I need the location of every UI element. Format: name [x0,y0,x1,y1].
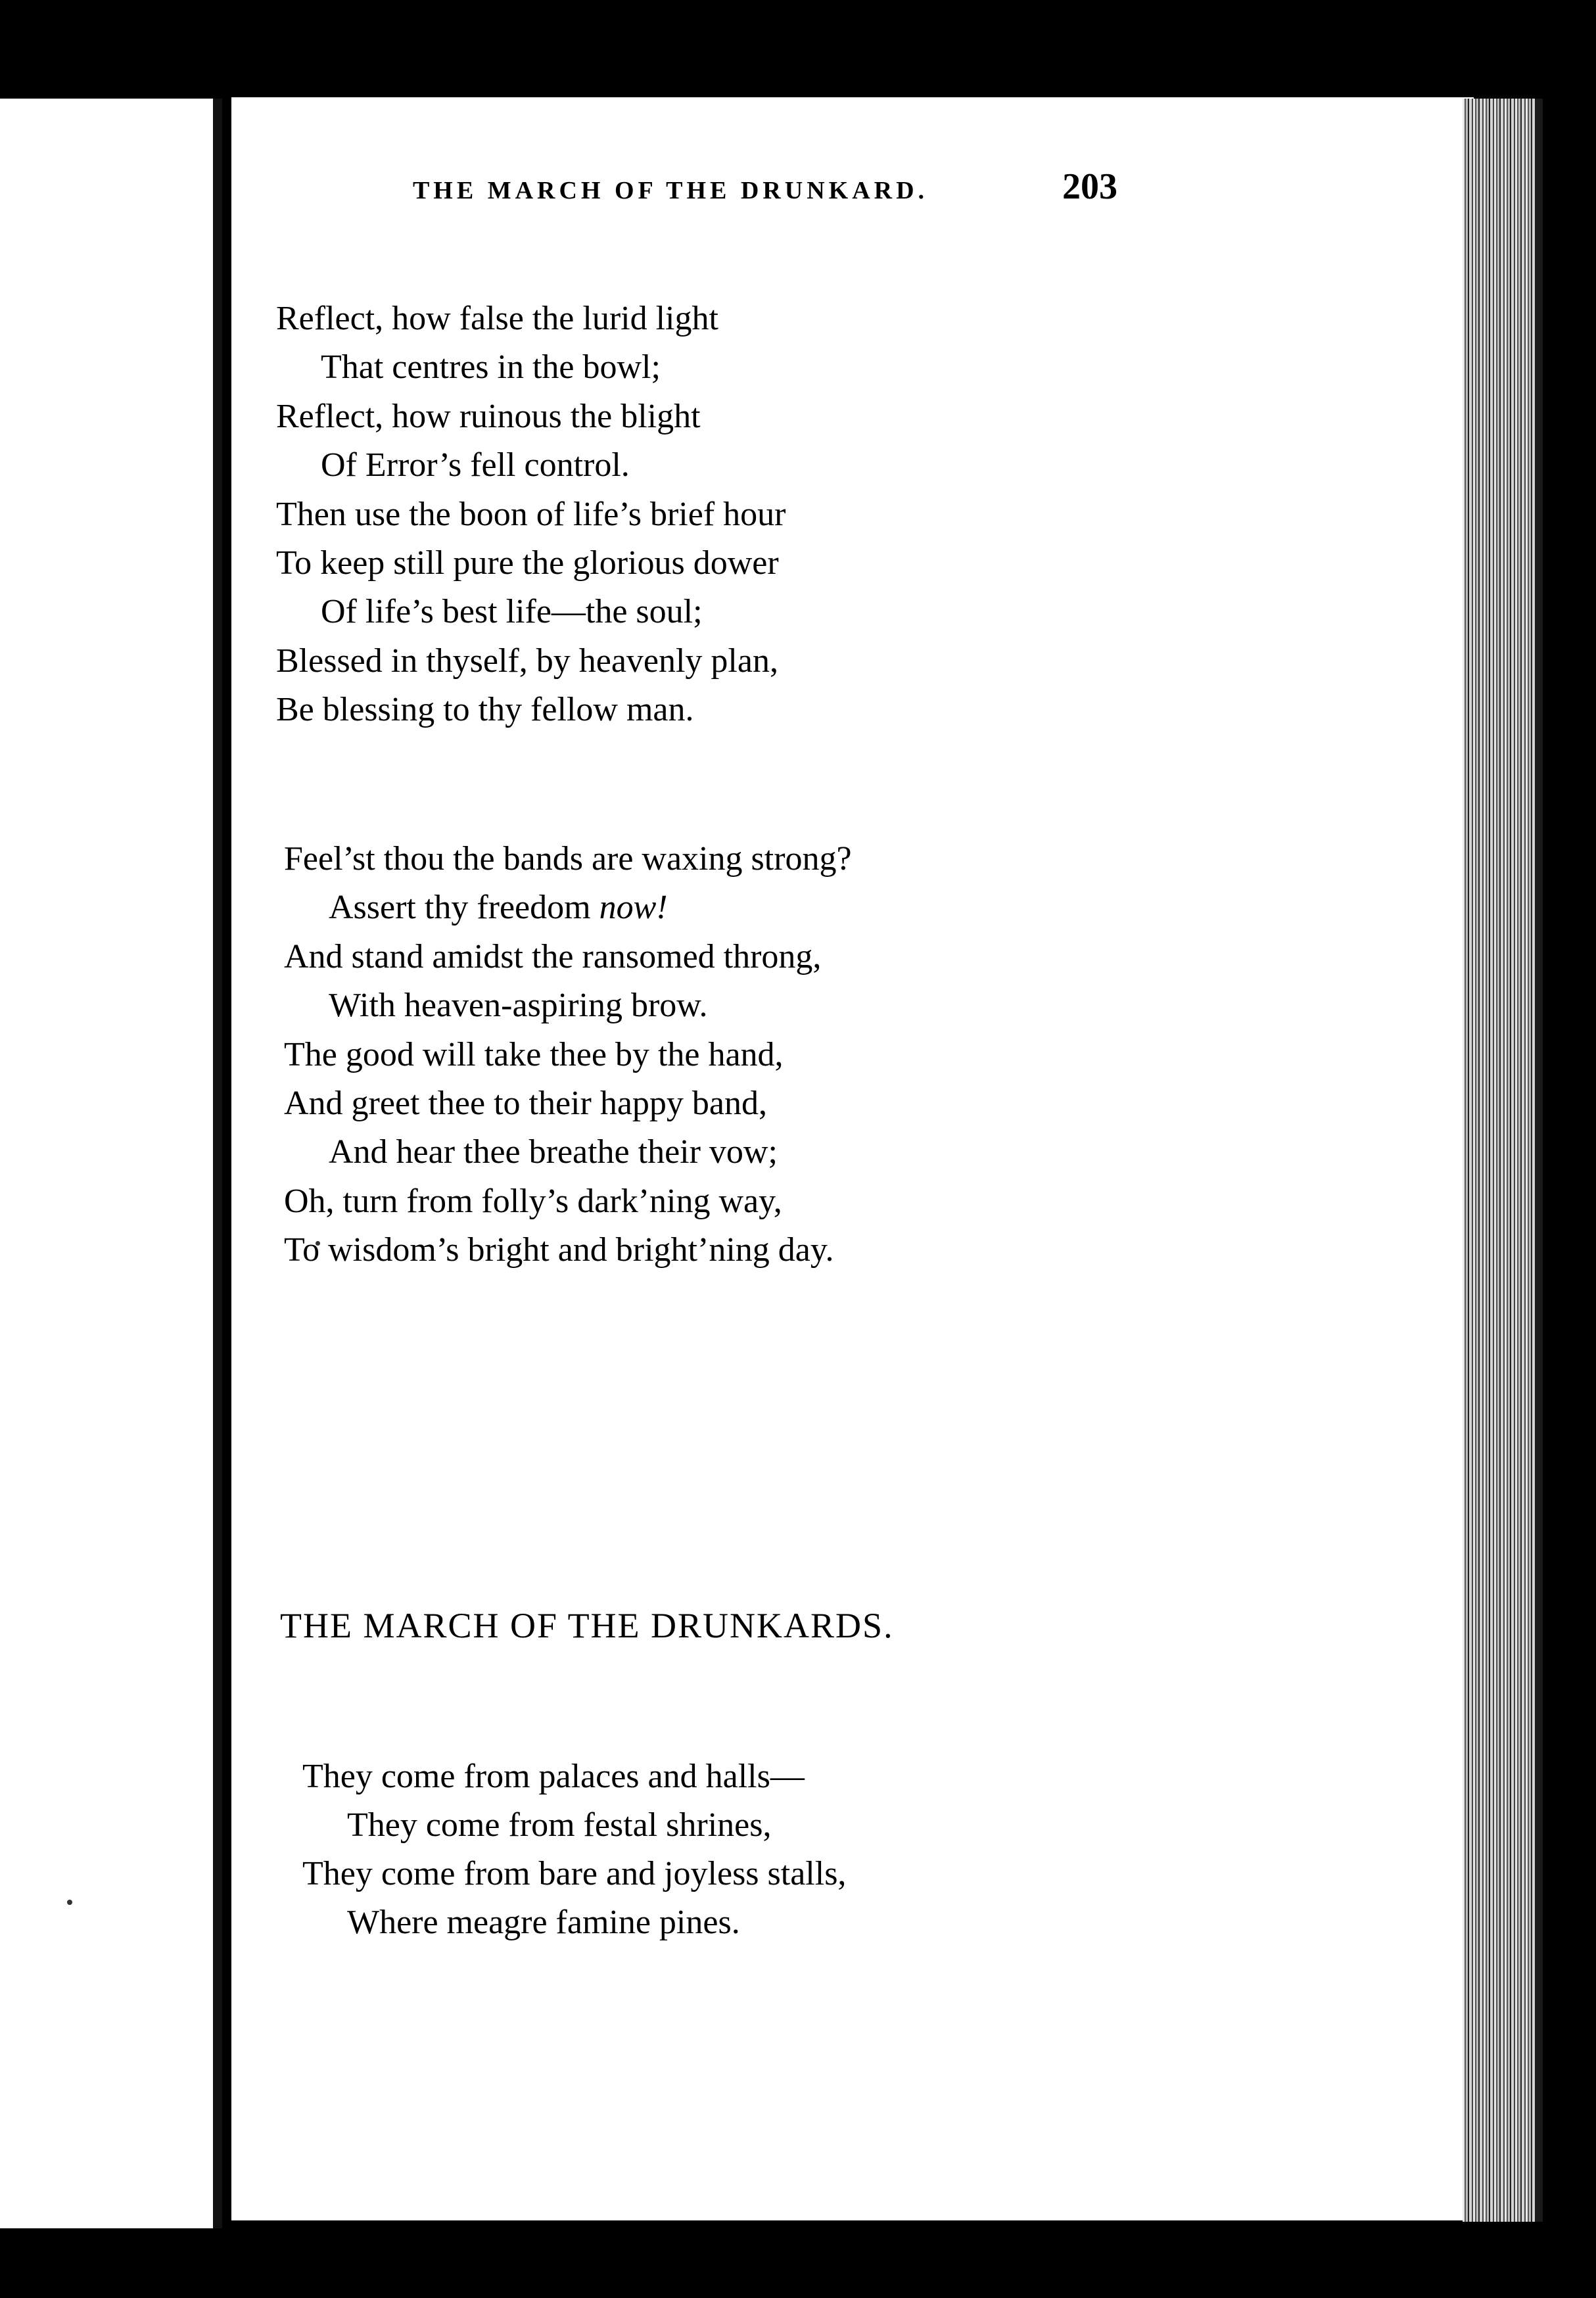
ink-speck [67,1900,72,1905]
cover-edge [1535,99,1543,2222]
page-edges [1463,99,1535,2222]
stanza [302,1752,846,1947]
verse-line: Feel’st thou the bands are waxing strong? [284,840,852,878]
verse-line: They come from bare and joyless stalls, [302,1855,847,1892]
verse-line: To wisdom’s bright and bright’ning day. [284,1231,834,1269]
verse-line: Reflect, how false the lurid light [276,300,718,337]
stanza [276,294,786,735]
verse-line-text: Assert thy freedom [329,889,591,927]
verse-line: And greet thee to their happy band, [284,1085,767,1123]
stanza [284,835,852,1275]
verse-line: With heaven-aspiring brow. [329,987,708,1025]
verse-line: That centres in the bowl; [321,348,661,387]
verse-line: They come from festal shrines, [347,1806,772,1844]
verse-line: And stand amidst the ransomed throng, [284,937,822,975]
facing-page-edge [0,99,217,2228]
page-number: 203 [1062,166,1117,207]
verse-line: Of Error’s fell control. [321,446,630,484]
verse-line: Reflect, how ruinous the blight [276,397,701,435]
verse-line: Of life’s best life—the soul; [321,593,703,631]
running-head: THE MARCH OF THE DRUNKARD. [412,177,929,204]
verse-line: Oh, turn from folly’s dark’ning way, [284,1182,782,1220]
verse-line [284,883,852,932]
verse-line: And hear thee breathe their vow; [329,1133,778,1171]
book-gutter [213,99,222,2228]
verse-line: They come from palaces and halls— [302,1758,805,1795]
poem-title: THE MARCH OF THE DRUNKARDS. [280,1606,894,1645]
verse-line: The good will take thee by the hand, [284,1035,784,1073]
verse-line: Be blessing to thy fellow man. [276,691,694,729]
verse-line: To keep still pure the glorious dower [276,544,779,582]
verse-line: Then use the boon of life’s brief hour [276,495,786,533]
verse-line: Where meagre famine pines. [347,1904,740,1941]
emphasized-word: now! [599,889,668,927]
verse-line: Blessed in thyself, by heavenly plan, [276,642,778,680]
